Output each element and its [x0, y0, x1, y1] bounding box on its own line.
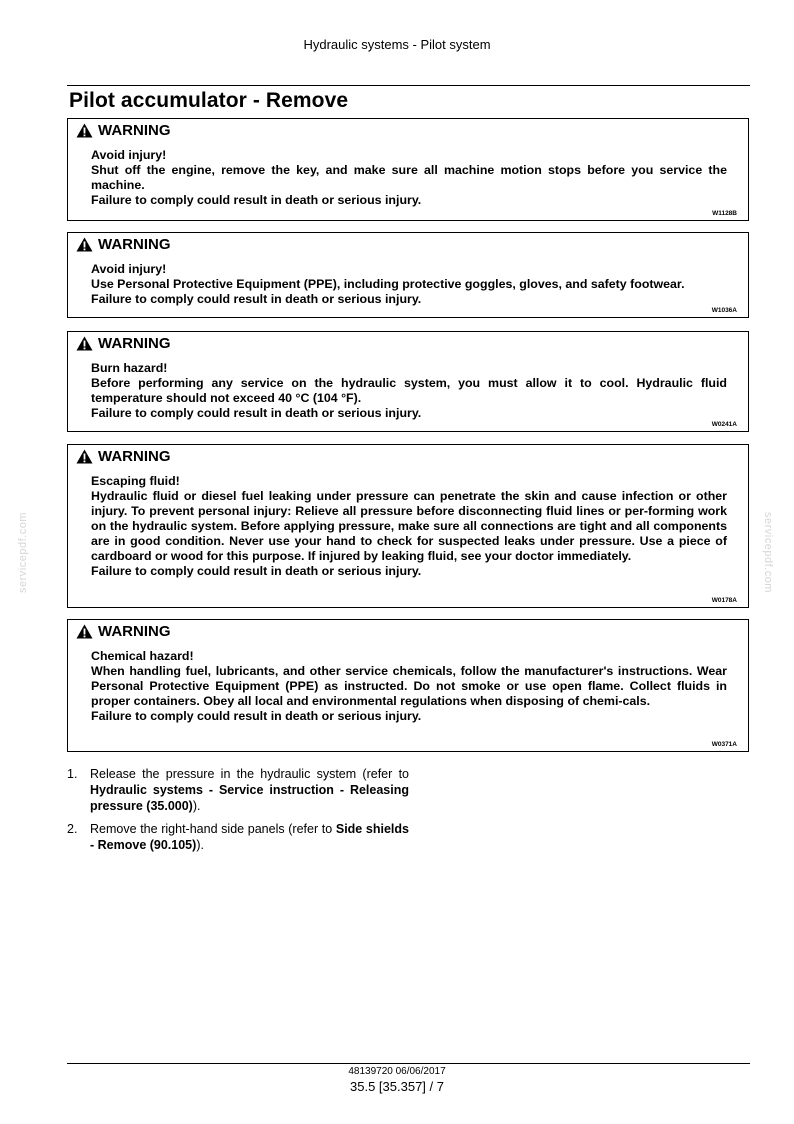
warning-code: W1036A	[711, 307, 737, 314]
warning-hazard: Chemical hazard!	[91, 649, 194, 663]
warning-consequence: Failure to comply could result in death or serious injury.	[91, 193, 422, 207]
warning-code: W0241A	[711, 421, 737, 428]
warning-label: WARNING	[98, 335, 171, 352]
step-text-end: ).	[192, 799, 201, 813]
procedure-step	[67, 821, 409, 853]
warning-consequence: Failure to comply could result in death or serious injury.	[91, 564, 422, 578]
warning-text	[91, 474, 727, 579]
step-reference-link[interactable]: Hydraulic systems - Service instruction - Releasing pressure (35.000)	[90, 783, 409, 813]
warning-text	[91, 148, 727, 208]
warning-hazard: Burn hazard!	[91, 361, 168, 375]
footer-divider	[67, 1063, 750, 1064]
procedure-step	[67, 766, 409, 814]
warning-instruction: Shut off the engine, remove the key, and make sure all machine motion stops before you service the machine.	[91, 163, 727, 192]
warning-heading	[76, 122, 171, 139]
warning-hazard: Avoid injury!	[91, 148, 167, 162]
warning-box-injury-engine	[67, 118, 749, 221]
warning-heading	[76, 236, 171, 253]
warning-label: WARNING	[98, 623, 171, 640]
warning-heading	[76, 335, 171, 352]
warning-code: W1128B	[712, 210, 737, 217]
warning-triangle-icon	[76, 449, 93, 464]
warning-triangle-icon	[76, 624, 93, 639]
warning-hazard: Escaping fluid!	[91, 474, 180, 488]
warning-label: WARNING	[98, 236, 171, 253]
warning-consequence: Failure to comply could result in death or serious injury.	[91, 709, 422, 723]
warning-instruction: When handling fuel, lubricants, and other service chemicals, follow the manufacturer's instructions. Wear Personal Protective Equipment (PPE) as instructed. Do not smoke or use open flame. Collect fluids in proper containers. Obey all local and environmental regulations when disposing of chemi-cals.	[91, 664, 727, 708]
step-number: 2.	[67, 822, 78, 836]
step-text-end: ).	[196, 838, 204, 852]
warning-triangle-icon	[76, 336, 93, 351]
header-divider	[67, 85, 750, 86]
page-title: Pilot accumulator - Remove	[69, 89, 349, 112]
step-reference-link[interactable]: Side shields - Remove (90.105)	[90, 822, 409, 852]
watermark-right: servicepdf.com	[762, 512, 774, 593]
procedure-steps	[67, 766, 409, 860]
warning-instruction: Before performing any service on the hydraulic system, you must allow it to cool. Hydraulic fluid temperature should not exceed 40 °C (104 °F).	[91, 376, 727, 405]
warning-code: W0178A	[711, 597, 737, 604]
warning-heading	[76, 448, 171, 465]
warning-heading	[76, 623, 171, 640]
step-text: Remove the right-hand side panels (refer to	[90, 822, 336, 836]
warning-code: W0371A	[711, 741, 737, 748]
warning-instruction: Hydraulic fluid or diesel fuel leaking under pressure can penetrate the skin and cause infection or other injury. To prevent personal injury: Relieve all pressure before disconnecting fluid lines or per-forming work on the hydraulic system. Before applying pressure, make sure all connections are tight and all components are in good condition. Never use your hand to check for suspected leaks under pressure. Use a piece of cardboard or wood for this purpose. If injured by leaking fluid, see your doctor immediately.	[91, 489, 727, 563]
running-header: Hydraulic systems - Pilot system	[303, 37, 491, 52]
warning-text	[91, 262, 727, 307]
warning-box-chemical	[67, 619, 749, 752]
warning-instruction: Use Personal Protective Equipment (PPE), including protective goggles, gloves, and safety footwear.	[91, 277, 685, 291]
warning-text	[91, 361, 727, 421]
watermark-left: servicepdf.com	[17, 512, 29, 593]
warning-box-escaping-fluid	[67, 444, 749, 608]
warning-text	[91, 649, 727, 724]
warning-consequence: Failure to comply could result in death or serious injury.	[91, 406, 422, 420]
warning-box-burn	[67, 331, 749, 432]
warning-label: WARNING	[98, 122, 171, 139]
warning-triangle-icon	[76, 123, 93, 138]
step-number: 1.	[67, 767, 78, 781]
warning-box-ppe	[67, 232, 749, 318]
warning-triangle-icon	[76, 237, 93, 252]
warning-consequence: Failure to comply could result in death or serious injury.	[91, 292, 422, 306]
footer-page-number: 35.5 [35.357] / 7	[350, 1079, 444, 1094]
warning-hazard: Avoid injury!	[91, 262, 167, 276]
footer-document-id: 48139720 06/06/2017	[348, 1066, 446, 1077]
step-text: Release the pressure in the hydraulic system (refer to	[90, 767, 409, 781]
warning-label: WARNING	[98, 448, 171, 465]
